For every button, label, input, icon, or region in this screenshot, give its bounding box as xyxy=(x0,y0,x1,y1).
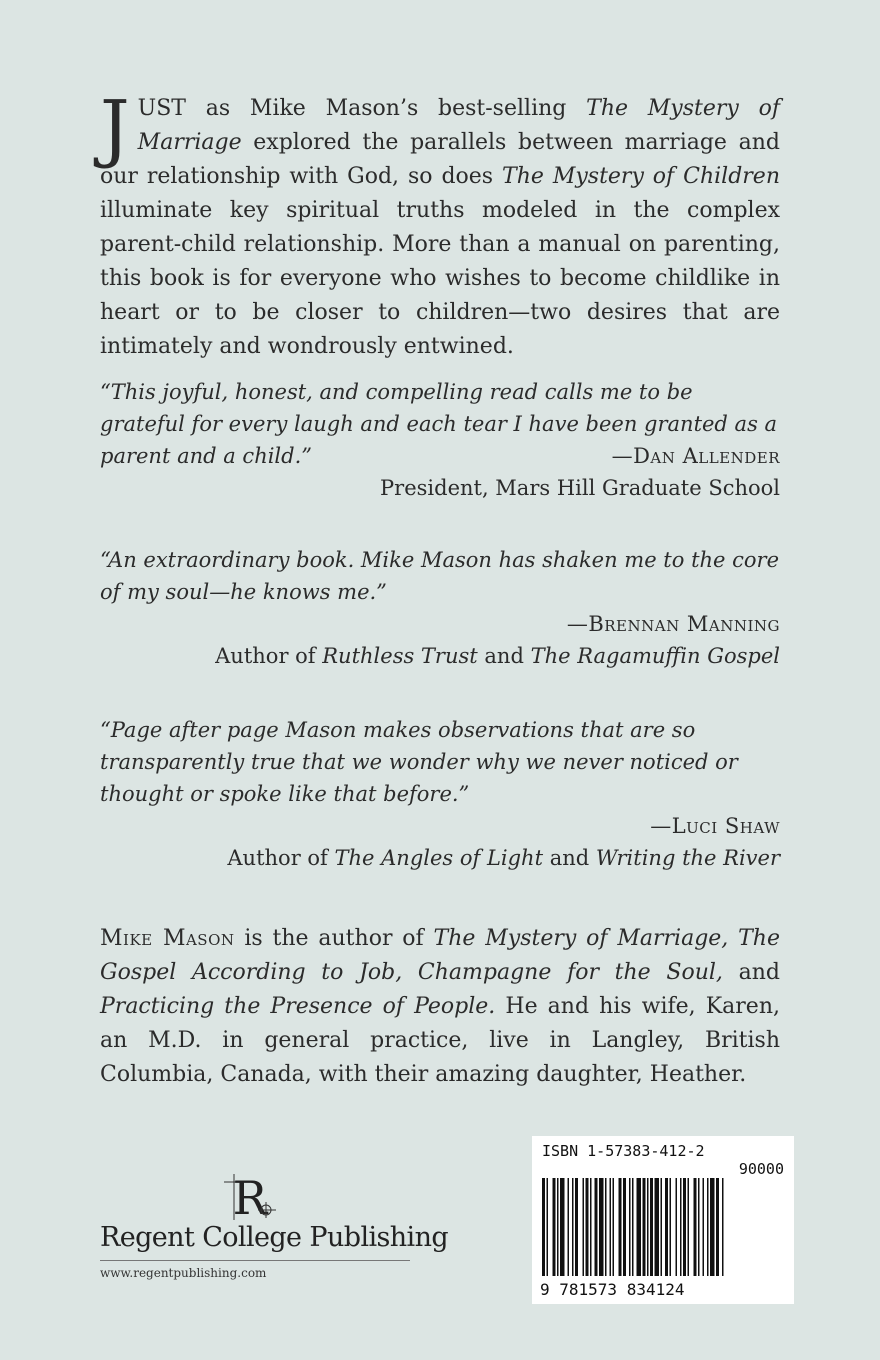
affiliation-book-title: The Ragamuffin Gospel xyxy=(530,644,780,668)
bio-seg-2: The Mystery of Marriage, The Gospel According to Job, Champagne for the Soul, xyxy=(100,926,780,985)
publisher-url: www.regentpublishing.com xyxy=(100,1266,267,1280)
affiliation-book-title: The Angles of Light xyxy=(334,846,544,870)
endorser-name: —Dan Allender xyxy=(611,444,780,468)
barcode-icon xyxy=(540,1178,786,1280)
isbn-label: ISBN 1-57383-412-2 xyxy=(542,1142,705,1160)
endorser-name: —Brennan Manning xyxy=(566,612,780,636)
affiliation-seg: and xyxy=(477,644,531,668)
endorsement-attribution-manning xyxy=(100,608,780,672)
price-code: 90000 xyxy=(738,1160,784,1178)
blurb-seg-3: The Mystery of Children xyxy=(502,164,780,189)
publisher-name: Regent College Publishing xyxy=(100,1222,449,1253)
bio-seg-1: is the author of xyxy=(234,926,434,951)
affiliation-seg: and xyxy=(543,846,596,870)
publisher-logo-letter: R xyxy=(232,1171,268,1225)
endorser-affiliation xyxy=(100,640,780,672)
author-name: Mike Mason xyxy=(100,926,235,951)
blurb-seg-0: UST as Mike Mason’s best-selling xyxy=(137,96,587,121)
affiliation-book-title: Writing the River xyxy=(595,846,780,870)
isbn-barcode-block xyxy=(532,1136,794,1304)
endorser-affiliation xyxy=(100,472,780,504)
drop-cap: J xyxy=(100,85,130,171)
affiliation-seg: Author of xyxy=(227,846,335,870)
endorser-affiliation xyxy=(100,842,780,874)
endorsement-quote-shaw: “Page after page Mason makes observations that are so transparently true that we wonder why we never noticed or thought or spoke like that before.” xyxy=(100,718,738,806)
affiliation-seg: President, Mars Hill Graduate School xyxy=(380,476,780,500)
endorsement-attribution-shaw xyxy=(100,810,780,874)
endorsement-attribution-allender xyxy=(100,440,780,504)
blurb-seg-4: illuminate key spiritual truths modeled in the complex parent-child relationship. More than a manual on parenting, this book is for everyone who wishes to become childlike in heart or to be closer to children—two desires that are intimately and wondrously entwined. xyxy=(100,198,780,359)
endorser-name: —Luci Shaw xyxy=(650,814,780,838)
endorsement-quote-allender: “This joyful, honest, and compelling read calls me to be grateful for every laugh and each tear I have been granted as a parent and a child.” xyxy=(100,380,778,468)
author-bio xyxy=(100,922,780,1092)
bio-seg-3: and xyxy=(722,960,780,985)
blurb-seg-1: The Mystery of Marriage xyxy=(137,96,780,155)
book-blurb xyxy=(100,85,780,364)
bio-seg-5: He and his wife, Karen, an M.D. in general practice, live in Langley, British Columbia, Canada, with their amazing daughter, Heather. xyxy=(100,994,780,1087)
blurb-seg-2: explored the parallels between marriage and our relationship with God, so does xyxy=(100,130,780,189)
endorsement-quote-manning: “An extraordinary book. Mike Mason has shaken me to the core of my soul—he knows me.” xyxy=(100,548,780,604)
affiliation-book-title: Ruthless Trust xyxy=(322,644,478,668)
ean-digits: 9 781573 834124 xyxy=(540,1280,685,1299)
bio-seg-4: Practicing the Presence of People. xyxy=(100,994,496,1019)
affiliation-seg: Author of xyxy=(215,644,323,668)
publisher-divider xyxy=(100,1260,410,1261)
